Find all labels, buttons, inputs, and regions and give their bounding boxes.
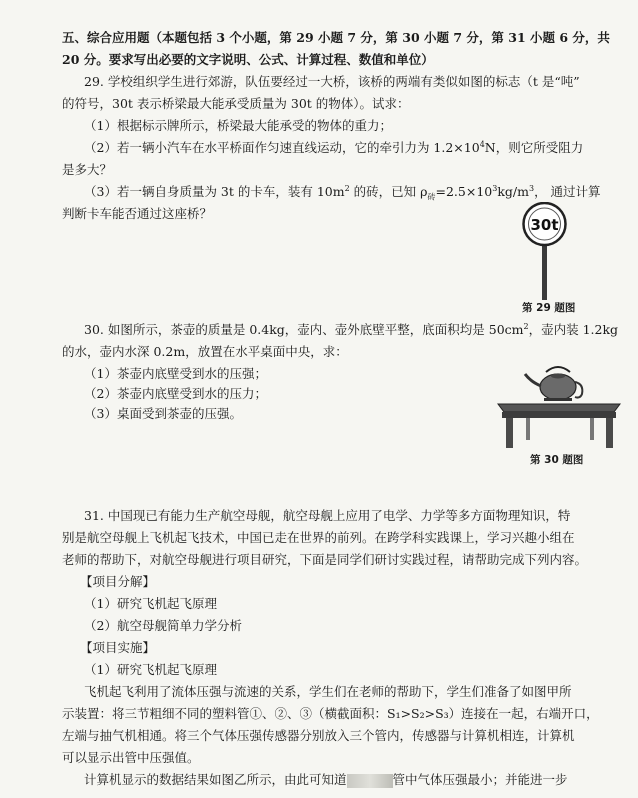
section-header-line-2: 20 分。要求写出必要的文字说明、公式、计算过程、数值和单位） xyxy=(62,52,434,67)
q30-part-2: （2）茶壶内底壁受到水的压力； xyxy=(84,386,267,401)
q31-item-3: （1）研究飞机起飞原理 xyxy=(84,662,217,677)
speed-limit-sign-figure xyxy=(512,202,578,302)
q29-part-1: （1）根据标示牌所示，桥梁最大能承受的物体的重力； xyxy=(84,118,392,133)
q31-line-7: 可以显示出管中压强值。 xyxy=(62,750,200,765)
q31-item-2: （2）航空母舰简单力学分析 xyxy=(84,618,242,633)
q30-stem-line-2: 的水，壶内水深 0.2m，放置在水平桌面中央，求： xyxy=(62,344,348,359)
answer-blank xyxy=(347,774,393,788)
q29-part-2-line-2: 是多大？ xyxy=(62,162,113,177)
q31-line-3: 老师的帮助下，对航空母舰进行项目研究，下面是同学们研讨实践过程，请帮助完成下列内容。 xyxy=(62,552,588,567)
q29-part-3: （3）若一辆自身质量为 3t 的卡车，装有 $10m^2$ 的砖，已知 $\rho_砖=2.5\times 10^3kg/m^3$， 通过计算 xyxy=(84,183,601,202)
q31-line-8: 计算机显示的数据结果如图乙所示，由此可知道 管中气体压强最小；并能进一步 xyxy=(84,772,568,787)
q30-figure-caption: 第 30 题图 xyxy=(530,454,584,466)
q31-line-5: 示装置：将三节粗细不同的塑料管①、②、③（横截面积：S₁>S₂>S₃）连接在一起，右端开口， xyxy=(62,706,599,721)
q29-part-3-line-2: 判断卡车能否通过这座桥？ xyxy=(62,206,213,221)
q31-line-4: 飞机起飞利用了流体压强与流速的关系，学生们在老师的帮助下，学生们准备了如图甲所 xyxy=(84,684,572,699)
q31-line-2: 别是航空母舰上飞机起飞技术，中国已走在世界的前列。在跨学科实践课上，学习兴趣小组在 xyxy=(62,530,575,545)
q29-stem-line-1: 29. 学校组织学生进行郊游，队伍要经过一大桥，该桥的两端有类似如图的标志（t 是“吨” xyxy=(84,74,580,89)
sign-pole xyxy=(542,242,547,300)
q31-line-6: 左端与抽气机相通。将三个气体压强传感器分别放入三个管内，传感器与计算机相连，计算机 xyxy=(62,728,575,743)
table-icon xyxy=(498,404,620,448)
q30-part-1: （1）茶壶内底壁受到水的压强； xyxy=(84,366,267,381)
q29-stem-line-2: 的符号，30t 表示桥梁最大能承受质量为 30t 的物体）。试求： xyxy=(62,96,410,111)
q30-part-3: （3）桌面受到茶壶的压强。 xyxy=(84,406,242,421)
q31-heading-project-implementation: 【项目实施】 xyxy=(80,640,156,655)
section-header-line-1: 五、综合应用题（本题包括 3 个小题，第 29 小题 7 分，第 30 小题 7 分，第 31 小题 6 分，共 xyxy=(62,30,610,45)
sign-label: 30t xyxy=(530,216,559,234)
q30-stem-line-1: 30. 如图所示，茶壶的质量是 0.4kg，壶内、壶外底壁平整，底面积均是 $50cm^2$，壶内装 1.2kg xyxy=(84,321,619,337)
q31-heading-project-breakdown: 【项目分解】 xyxy=(80,574,156,589)
teapot-icon xyxy=(525,367,582,401)
q31-item-1: （1）研究飞机起飞原理 xyxy=(84,596,217,611)
q29-part-2: （2）若一辆小汽车在水平桥面作匀速直线运动，它的牵引力为 $1.2\times 10^4N$，则它所受阻力 xyxy=(84,139,584,155)
q31-line-1: 31. 中国现已有能力生产航空母舰，航空母舰上应用了电学、力学等多方面物理知识，特 xyxy=(84,508,571,523)
teapot-table-figure xyxy=(494,360,624,450)
q29-figure-caption: 第 29 题图 xyxy=(522,302,576,314)
